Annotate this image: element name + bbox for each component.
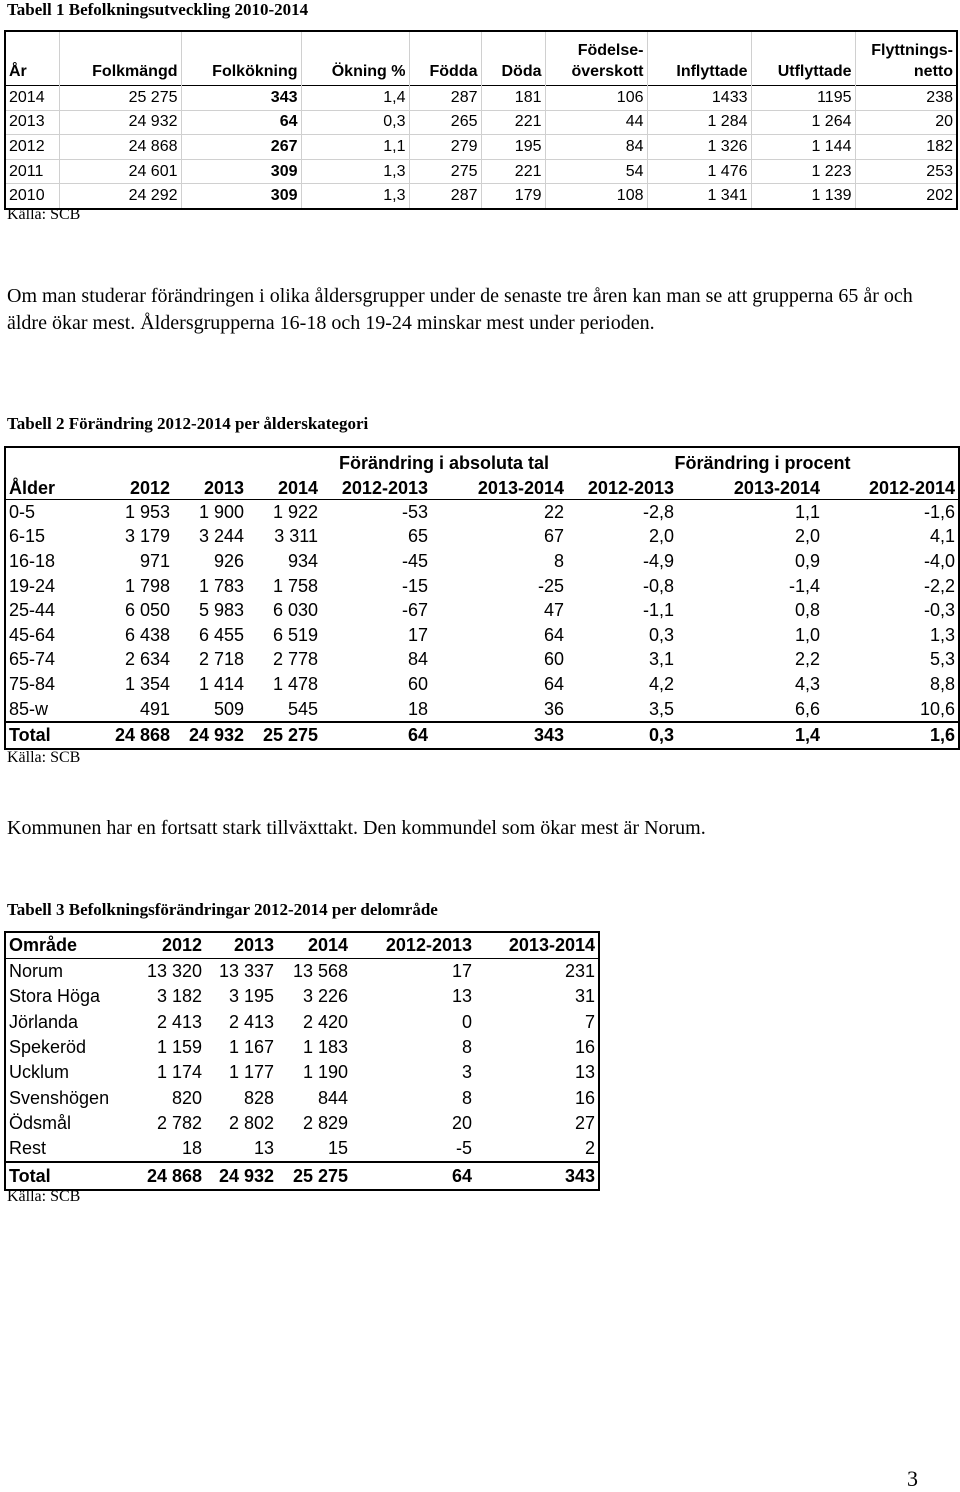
table-row <box>5 549 959 574</box>
table-cell: 0,8 <box>794 600 821 621</box>
total-row <box>5 722 959 749</box>
table-cell: 2014 <box>5 86 59 111</box>
table-cell: 44 <box>545 110 647 135</box>
table-cell: 1 264 <box>751 110 855 135</box>
table-cell: 6 438 <box>124 624 170 645</box>
table-cell: 2 802 <box>228 1112 274 1133</box>
table-cell: 2010 <box>5 184 59 209</box>
table-cell: Stora Höga <box>9 986 101 1007</box>
table-row <box>5 1035 599 1060</box>
table-cell: 202 <box>855 184 957 209</box>
table-cell: 5,3 <box>930 649 956 670</box>
table-cell: 45-64 <box>9 624 56 645</box>
table-cell: 0,3 <box>648 624 675 645</box>
table-cell: 1,3 <box>301 159 409 184</box>
table-cell: 971 <box>139 550 170 571</box>
column-header: Födelse- överskott <box>545 31 647 86</box>
table-cell: 1 183 <box>302 1037 348 1058</box>
table-cell: -53 <box>401 501 428 522</box>
table-cell: 1,0 <box>794 624 821 645</box>
table-cell: 3 179 <box>124 526 170 547</box>
table-cell: -25 <box>538 575 565 596</box>
table-row <box>5 984 599 1009</box>
table-cell: -67 <box>401 600 428 621</box>
table-cell: 24 868 <box>77 722 173 749</box>
table-cell: 4,3 <box>794 673 821 694</box>
table-cell: 231 <box>564 961 595 982</box>
table-cell: -4,0 <box>924 550 956 571</box>
table-cell: 18 <box>181 1138 202 1159</box>
table-cell: 828 <box>243 1087 274 1108</box>
table-cell: 2 634 <box>124 649 170 670</box>
table-cell: -1,4 <box>788 575 821 596</box>
table-cell: 8 <box>461 1037 472 1058</box>
table-cell: 2,0 <box>648 526 675 547</box>
table-cell: 10,6 <box>919 698 956 719</box>
table-row <box>5 672 959 697</box>
table-cell: 1 798 <box>124 575 170 596</box>
table-cell: 287 <box>409 184 481 209</box>
table-cell: 1 167 <box>228 1037 274 1058</box>
table-cell: 1195 <box>751 86 855 111</box>
table-row <box>5 110 957 135</box>
table-cell: 343 <box>181 86 301 111</box>
table-cell: 13 <box>574 1062 595 1083</box>
table-cell: 2 718 <box>198 649 244 670</box>
table-cell: 3,1 <box>648 649 675 670</box>
table-row <box>5 574 959 599</box>
table-cell: 309 <box>181 184 301 209</box>
table-cell: 22 <box>543 501 565 522</box>
table-cell: 309 <box>181 159 301 184</box>
table-cell: 27 <box>574 1112 595 1133</box>
age-change-table <box>4 446 960 750</box>
table-cell: 8,8 <box>930 673 956 694</box>
table-cell: 1 476 <box>647 159 751 184</box>
table-cell: 1 354 <box>124 673 170 694</box>
table-cell: 67 <box>543 526 565 547</box>
table-cell: 6-15 <box>9 526 46 547</box>
table-cell: Total <box>5 1162 125 1189</box>
column-header: 2013-2014 <box>733 478 821 498</box>
table-cell: 3 311 <box>274 526 318 547</box>
table-cell: 1 953 <box>124 501 170 522</box>
table-cell: 17 <box>407 624 428 645</box>
table-cell: 1 144 <box>751 135 855 160</box>
table-cell: 820 <box>171 1087 202 1108</box>
table-cell: 265 <box>409 110 481 135</box>
column-header: 2013 <box>205 932 277 959</box>
table-cell: 20 <box>855 110 957 135</box>
table-cell: 2 778 <box>272 649 318 670</box>
district-table <box>4 931 600 1191</box>
column-header: Födda <box>409 31 481 86</box>
table-cell: 2 413 <box>228 1011 274 1032</box>
table-cell: 13 320 <box>146 961 202 982</box>
table-cell: Jörlanda <box>9 1011 79 1032</box>
table-cell: 1,3 <box>930 624 956 645</box>
table-cell: 16-18 <box>9 550 56 571</box>
table-cell: 1,1 <box>794 501 821 522</box>
table1-source: Källa: SCB <box>7 206 81 223</box>
table-cell: 84 <box>407 649 428 670</box>
table-cell: 3 <box>461 1062 472 1083</box>
table-cell: Svenshögen <box>9 1087 110 1108</box>
table-cell: 1,4 <box>301 86 409 111</box>
column-header: 2012 <box>125 932 205 959</box>
table-row <box>5 648 959 673</box>
table-cell: 18 <box>407 698 428 719</box>
table-cell: 1 783 <box>198 575 244 596</box>
table-cell: 13 337 <box>218 961 274 982</box>
table-cell: 279 <box>409 135 481 160</box>
table-cell: 926 <box>213 550 244 571</box>
table-cell: 2013 <box>5 110 59 135</box>
table-cell: 2 829 <box>302 1112 348 1133</box>
column-header: 2012-2014 <box>868 478 956 498</box>
table-cell: 1,3 <box>301 184 409 209</box>
table-cell: 6 050 <box>124 600 170 621</box>
table-cell: 545 <box>287 698 318 719</box>
table-cell: 0,9 <box>794 550 821 571</box>
table-cell: 1 326 <box>647 135 751 160</box>
table-cell: 84 <box>545 135 647 160</box>
table-cell: 4,2 <box>648 673 675 694</box>
column-header: Ålder <box>9 478 56 498</box>
table-cell: 3,5 <box>648 698 675 719</box>
table-cell: 0 <box>461 1011 472 1032</box>
table-cell: 64 <box>321 722 431 749</box>
table-cell: 1,1 <box>301 135 409 160</box>
table-row <box>5 1085 599 1110</box>
column-header: 2012-2013 <box>587 478 675 498</box>
table-cell: 13 568 <box>292 961 348 982</box>
table-cell: Spekeröd <box>9 1037 87 1058</box>
table-cell: 7 <box>584 1011 595 1032</box>
table-cell: 20 <box>451 1112 472 1133</box>
table-cell: 8 <box>554 550 565 571</box>
table-cell: -0,8 <box>642 575 675 596</box>
table-row <box>5 959 599 985</box>
table-row <box>5 1136 599 1162</box>
table-cell: 15 <box>327 1138 348 1159</box>
table-cell: -15 <box>401 575 428 596</box>
table-cell: 491 <box>139 698 170 719</box>
table-cell: 844 <box>317 1087 348 1108</box>
table-cell: 75-84 <box>9 673 56 694</box>
table-cell: -2,2 <box>924 575 956 596</box>
table-cell: 24 932 <box>205 1162 277 1189</box>
table-cell: 54 <box>545 159 647 184</box>
table-cell: 64 <box>181 110 301 135</box>
table-cell: 65 <box>407 526 428 547</box>
table-row <box>5 159 957 184</box>
table-cell: 253 <box>855 159 957 184</box>
table-cell: 343 <box>475 1162 599 1189</box>
table-cell: 1,6 <box>823 722 959 749</box>
table-cell: 2 782 <box>156 1112 202 1133</box>
table-cell: 108 <box>545 184 647 209</box>
table-cell: 19-24 <box>9 575 56 596</box>
table-cell: 182 <box>855 135 957 160</box>
column-header: Ökning % <box>301 31 409 86</box>
column-header: 2014 <box>277 478 318 498</box>
column-header: Folkmängd <box>59 31 181 86</box>
table-row <box>5 623 959 648</box>
column-header: Folkökning <box>181 31 301 86</box>
table-cell: 60 <box>543 649 565 670</box>
table-cell: 238 <box>855 86 957 111</box>
table-cell: 2011 <box>5 159 59 184</box>
table-row <box>5 598 959 623</box>
column-header: Utflyttade <box>751 31 855 86</box>
table-cell: -1,6 <box>924 501 956 522</box>
table-cell: 16 <box>574 1037 595 1058</box>
table-cell: 106 <box>545 86 647 111</box>
table-cell: -1,1 <box>642 600 675 621</box>
table-cell: 5 983 <box>198 600 244 621</box>
column-header: Döda <box>481 31 545 86</box>
table-cell: Norum <box>9 961 64 982</box>
table-cell: 17 <box>451 961 472 982</box>
table-cell: 509 <box>213 698 244 719</box>
table-cell: 25 275 <box>277 1162 351 1189</box>
table-row <box>5 1010 599 1035</box>
column-header: 2013-2014 <box>477 478 565 498</box>
table-cell: 6 455 <box>198 624 244 645</box>
table-cell: 1 478 <box>272 673 318 694</box>
table-cell: 25-44 <box>9 600 56 621</box>
table-cell: -4,9 <box>642 550 675 571</box>
table-cell: 181 <box>481 86 545 111</box>
table-cell: 16 <box>574 1087 595 1108</box>
table-cell: 1 284 <box>647 110 751 135</box>
column-header: 2014 <box>277 932 351 959</box>
table-cell: 1 177 <box>228 1062 274 1083</box>
table-cell: 25 275 <box>247 722 321 749</box>
group-absolute-header: Förändring i absoluta tal <box>339 453 550 473</box>
table-cell: 1 922 <box>272 501 318 522</box>
column-header: År <box>5 31 59 86</box>
table-cell: 2012 <box>5 135 59 160</box>
table-cell: 2,2 <box>794 649 821 670</box>
table-row <box>5 1111 599 1136</box>
table-cell: 4,1 <box>930 526 956 547</box>
table-cell: 2,0 <box>794 526 821 547</box>
table-row <box>5 135 957 160</box>
table-cell: 179 <box>481 184 545 209</box>
table-cell: 2 413 <box>156 1011 202 1032</box>
table-cell: 0,3 <box>567 722 677 749</box>
table-cell: 1 414 <box>198 673 244 694</box>
column-header: 2013 <box>203 478 244 498</box>
table-cell: 24 868 <box>125 1162 205 1189</box>
column-header: 2012-2013 <box>341 478 428 498</box>
table-cell: 24 932 <box>59 110 181 135</box>
table-cell: 36 <box>543 698 565 719</box>
table-row <box>5 525 959 550</box>
table-cell: 13 <box>253 1138 274 1159</box>
table-row <box>5 184 957 209</box>
table-cell: Ödsmål <box>9 1112 72 1133</box>
table-cell: 3 244 <box>198 526 244 547</box>
table-cell: 0,3 <box>301 110 409 135</box>
table-cell: 1 223 <box>751 159 855 184</box>
table-cell: 1,4 <box>677 722 823 749</box>
table-cell: 343 <box>431 722 567 749</box>
table2-source: Källa: SCB <box>7 749 81 766</box>
table-cell: 1 900 <box>198 501 244 522</box>
table-row <box>5 697 959 723</box>
table-cell: -45 <box>401 550 428 571</box>
table-cell: 31 <box>574 986 595 1007</box>
table-cell: 275 <box>409 159 481 184</box>
table3-caption: Tabell 3 Befolkningsförändringar 2012-2014 per delområde <box>7 900 438 919</box>
table-cell: 2 <box>584 1138 595 1159</box>
column-header: 2012 <box>129 478 170 498</box>
table1-caption: Tabell 1 Befolkningsutveckling 2010-2014 <box>7 0 309 19</box>
table-cell: 24 292 <box>59 184 181 209</box>
column-header: 2013-2014 <box>475 932 599 959</box>
table-cell: 2 420 <box>302 1011 348 1032</box>
table-cell: 1 139 <box>751 184 855 209</box>
growth-paragraph: Kommunen har en fortsatt stark tillväxttakt. Den kommundel som ökar mest är Norum. <box>7 817 706 839</box>
table-cell: 13 <box>451 986 472 1007</box>
table-cell: Total <box>5 722 77 749</box>
table-cell: 47 <box>543 600 565 621</box>
table-cell: 221 <box>481 159 545 184</box>
table-cell: 1 174 <box>156 1062 202 1083</box>
column-header: Flyttnings- netto <box>855 31 957 86</box>
table-cell: -2,8 <box>642 501 675 522</box>
table-row <box>5 86 957 111</box>
table-cell: 1433 <box>647 86 751 111</box>
table-cell: Ucklum <box>9 1062 70 1083</box>
table-cell: 3 226 <box>302 986 348 1007</box>
table-cell: 24 601 <box>59 159 181 184</box>
table-row <box>5 1060 599 1085</box>
table-cell: 195 <box>481 135 545 160</box>
table-cell: 0-5 <box>9 501 36 522</box>
table3-source: Källa: SCB <box>7 1188 81 1205</box>
table-cell: 287 <box>409 86 481 111</box>
column-header: Inflyttade <box>647 31 751 86</box>
population-table <box>4 30 958 210</box>
table-cell: 24 868 <box>59 135 181 160</box>
table-cell: -5 <box>455 1138 472 1159</box>
table-cell: Rest <box>9 1138 47 1159</box>
table-cell: 6,6 <box>794 698 821 719</box>
table-cell: 64 <box>543 624 565 645</box>
table-cell: 6 030 <box>272 600 318 621</box>
table-cell: 3 182 <box>156 986 202 1007</box>
table-cell: 85-w <box>9 698 49 719</box>
table-cell: -0,3 <box>924 600 956 621</box>
table-cell: 65-74 <box>9 649 56 670</box>
group-percent-header: Förändring i procent <box>674 453 851 473</box>
table-cell: 60 <box>407 673 428 694</box>
table-cell: 1 758 <box>272 575 318 596</box>
page-number: 3 <box>907 1466 918 1491</box>
column-header: 2012-2013 <box>351 932 475 959</box>
table-cell: 1 159 <box>156 1037 202 1058</box>
table-cell: 934 <box>287 550 318 571</box>
table-cell: 221 <box>481 110 545 135</box>
column-header: Område <box>5 932 125 959</box>
total-row <box>5 1162 599 1189</box>
table-cell: 25 275 <box>59 86 181 111</box>
table-cell: 1 341 <box>647 184 751 209</box>
table2-caption: Tabell 2 Förändring 2012-2014 per ålderskategori <box>7 414 369 433</box>
table-cell: 8 <box>461 1087 472 1108</box>
age-group-paragraph: Om man studerar förändringen i olika åldersgrupper under de senaste tre åren kan man se att grupperna 65 år och äldre ökar mest. Åldersgrupperna 16-18 och 19-24 minskar mest under perioden. <box>7 285 913 334</box>
table-cell: 3 195 <box>228 986 274 1007</box>
table-row <box>5 500 959 525</box>
table-cell: 6 519 <box>272 624 318 645</box>
table-cell: 64 <box>543 673 565 694</box>
table-cell: 1 190 <box>302 1062 348 1083</box>
table-cell: 64 <box>351 1162 475 1189</box>
table-cell: 24 932 <box>173 722 247 749</box>
table-cell: 267 <box>181 135 301 160</box>
